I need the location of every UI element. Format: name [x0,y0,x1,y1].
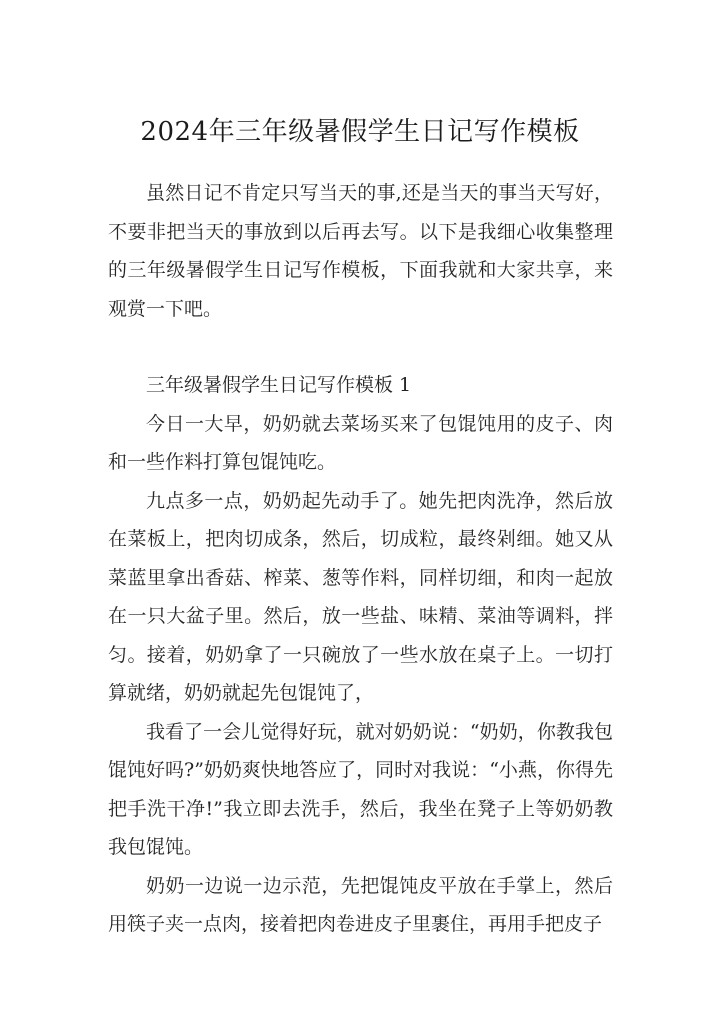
diary-section [108,366,613,944]
paragraph-4: 奶奶一边说一边示范，先把馄饨皮平放在手掌上，然后用筷子夹一点肉，接着把肉卷进皮子里裹住，再用手把皮子 [108,874,613,935]
intro-section [108,174,613,328]
intro-paragraph: 虽然日记不肯定只写当天的事,还是当天的事当天写好，不要非把当天的事放到以后再去写。以下是我细心收集整理的三年级暑假学生日记写作模板，下面我就和大家共享，来观赏一下吧。 [108,182,613,320]
paragraph-3: 我看了一会儿觉得好玩，就对奶奶说：“奶奶，你教我包馄饨好吗?”奶奶爽快地答应了，同时对我说：“小燕，你得先把手洗干净!”我立即去洗手，然后，我坐在凳子上等奶奶教我包馄饨。 [108,720,613,858]
paragraph-2: 九点多一点，奶奶起先动手了。她先把肉洗净，然后放在菜板上，把肉切成条，然后，切成粒，最终剁细。她又从菜蓝里拿出香菇、榨菜、葱等作料，同样切细，和肉一起放在一只大盆子里。然后，放一些盐、味精、菜油等调料，拌匀。接着，奶奶拿了一只碗放了一些水放在桌子上。一切打算就绪，奶奶就起先包馄饨了， [108,489,613,704]
section-heading: 三年级暑假学生日记写作模板 1 [146,374,412,396]
paragraph-1: 今日一大早，奶奶就去菜场买来了包馄饨用的皮子、肉和一些作料打算包馄饨吃。 [108,412,613,473]
document-title: 2024年三年级暑假学生日记写作模板 [140,117,580,147]
